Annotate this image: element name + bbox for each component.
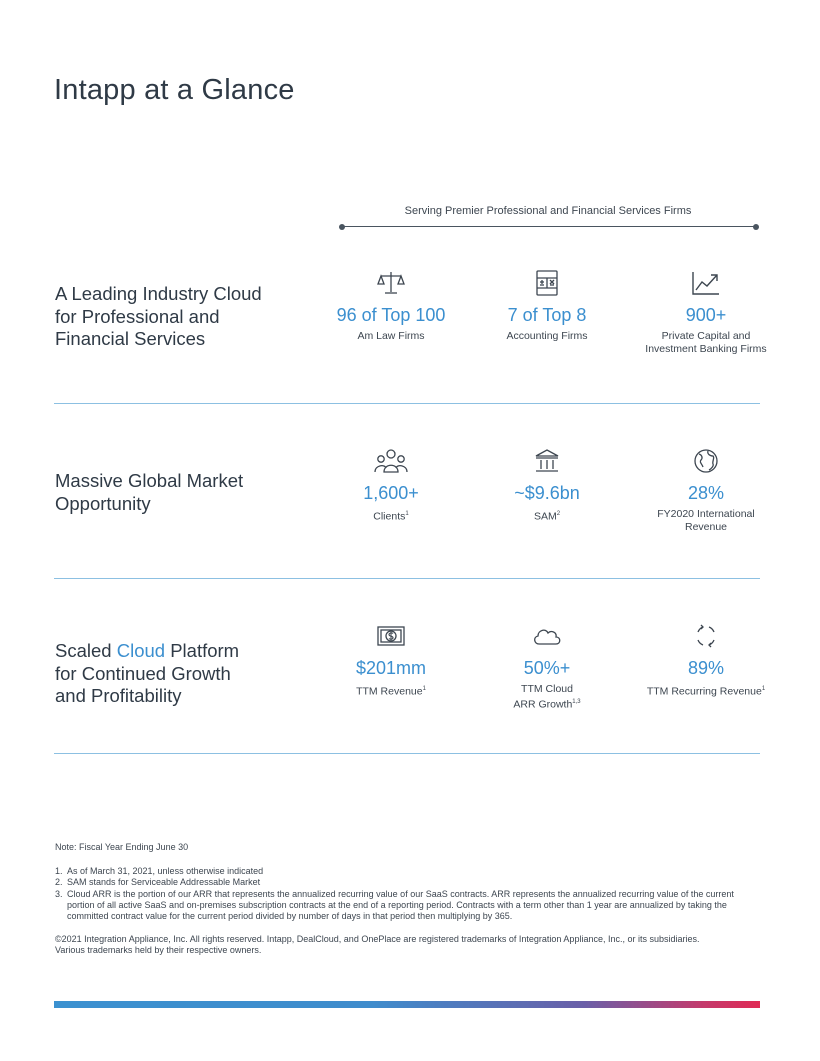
serving-caption: Serving Premier Professional and Financial Services Firms [404, 205, 692, 217]
stat-label: Am Law Firms [357, 330, 425, 342]
stat-value: 7 of Top 8 [507, 305, 587, 325]
stat-label: FY2020 International Revenue [657, 508, 755, 533]
footnote-item: 1. As of March 31, 2021, unless otherwise indicated [65, 866, 755, 877]
stat-value: 89% [687, 658, 725, 678]
scales-icon [377, 270, 405, 296]
recurring-arrows-icon [693, 623, 719, 649]
stat-value: 28% [687, 483, 725, 503]
stat-value: 900+ [685, 305, 727, 325]
stat-value: $201mm [355, 658, 427, 678]
row-label-market: Massive Global Market Opportunity [55, 470, 244, 514]
stat-label: TTM Revenue$^1$ [356, 685, 426, 698]
row-divider [54, 403, 760, 404]
footnote-item: 2. SAM stands for Serviceable Addressable Market [65, 877, 755, 888]
calculator-icon [535, 270, 559, 296]
footnote-list [55, 866, 755, 922]
fiscal-year-note: Note: Fiscal Year Ending June 30 [55, 842, 189, 852]
stat-label: Accounting Firms [506, 330, 588, 342]
cloud-icon [531, 623, 563, 649]
stat-international [616, 448, 796, 534]
stat-accounting [457, 270, 637, 343]
bank-building-icon [534, 448, 560, 474]
row-divider [54, 753, 760, 754]
stat-value: 1,600+ [363, 483, 419, 503]
stat-label: TTM Recurring Revenue$^1$ [646, 685, 766, 698]
page-title: Intapp at a Glance [54, 74, 295, 106]
stat-label: Clients$^1$ [373, 510, 409, 523]
stat-sam [457, 448, 637, 524]
footer-gradient-bar [54, 1001, 760, 1008]
stat-value: ~$9.6bn [514, 483, 580, 503]
stat-value: 50%+ [523, 658, 571, 678]
row-label-industry-cloud: A Leading Industry Cloud for Professional and Financial Services [55, 283, 262, 349]
globe-icon [693, 448, 719, 474]
stat-label: SAM$^2$ [533, 510, 561, 523]
stat-value: 96 of Top 100 [336, 305, 446, 325]
row-divider [54, 578, 760, 579]
footnote-item: 3. Cloud ARR is the portion of our ARR that represents the annualized recurring value of our SaaS contracts. ARR represents the annualized recurring value of the current portion of all active SaaS and on-premises subscription contracts at the end of a reporting period. Contracts with a term other than 1 year are annualized by taking the committed contract value for the current period divided by number of days in that period then multiplying by 365. [65, 889, 755, 923]
trend-chart-icon [691, 270, 721, 296]
stat-private-capital [616, 270, 796, 356]
stat-clients [301, 448, 481, 524]
stat-ttm-revenue [301, 623, 481, 699]
footnotes [55, 842, 755, 957]
stat-label: Private Capital and Investment Banking Firms [645, 330, 767, 355]
stat-am-law [301, 270, 481, 343]
copyright: ©2021 Integration Appliance, Inc. All rights reserved. Intapp, DealCloud, and OnePlace are registered trademarks of Integration Appliance, Inc., or its subsidiaries. Various trademarks held by their respective owners. [55, 934, 700, 956]
row-label-scaled-cloud: Scaled Cloud Platform for Continued Growth and Profitability [55, 640, 240, 706]
stat-recurring-revenue [616, 623, 796, 699]
timeline-bar [340, 226, 758, 228]
money-bill-icon [376, 623, 406, 649]
people-group-icon [373, 448, 409, 474]
highlight-cloud: Cloud [116, 640, 166, 661]
stat-cloud-arr [457, 623, 637, 712]
stat-label: TTM Cloud ARR Growth$^{1,3}$ [513, 683, 581, 711]
